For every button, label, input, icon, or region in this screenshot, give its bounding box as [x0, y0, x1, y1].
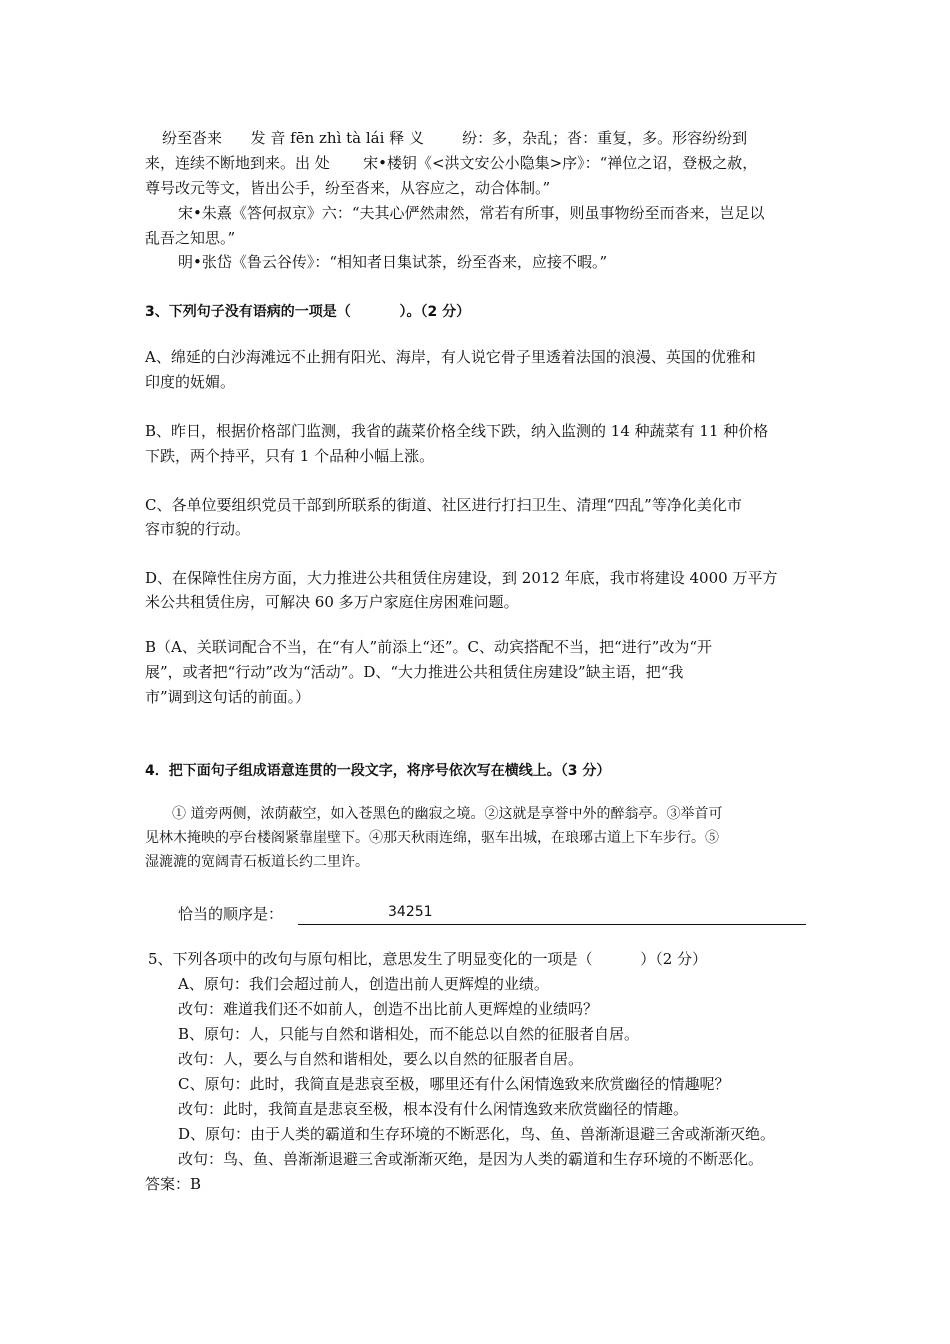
q3-answer-line-1: B（A、关联词配合不当，在“有人”前添上“还”。C、动宾搭配不当，把“进行”改为“开 [145, 638, 713, 656]
q3-answer-line-2: 展”，或者把“行动”改为“活动”。D、“大力推进公共租赁住房建设”缺主语，把“我 [145, 663, 684, 681]
q4-passage-line-1: ① 道旁两侧，浓荫蔽空，如入苍黑色的幽寂之境。②这就是享誉中外的醉翁亭。③举首可 [172, 806, 723, 822]
idiom-line-5: 乱吾之知思。” [145, 229, 236, 247]
q3-option-b-line-1: B、昨日，根据价格部门监测，我省的蔬菜价格全线下跌，纳入监测的 14 种蔬菜有 11 种价格 [145, 422, 769, 440]
q3-answer-line-3: 市”调到这句话的前面。） [145, 688, 311, 706]
q5-answer: 答案：B [145, 1175, 202, 1193]
q5-option-d-revised: 改句：鸟、鱼、兽渐渐退避三舍或渐渐灭绝，是因为人类的霸道和生存环境的不断恶化。 [178, 1150, 764, 1168]
q3-option-d-line-1: D、在保障性住房方面，大力推进公共租赁住房建设，到 2012 年底，我市将建设 4000 万平方 [145, 569, 778, 587]
q3-option-c-line-2: 容市貌的行动。 [145, 520, 251, 538]
q5-option-a-original: A、原句：我们会超过前人，创造出前人更辉煌的业绩。 [178, 975, 549, 993]
q4-title: 4．把下面句子组成语意连贯的一段文字，将序号依次写在横线上。（3 分） [145, 763, 611, 779]
q3-option-d-line-2: 米公共租赁住房，可解决 60 多万户家庭住房困难问题。 [145, 593, 519, 611]
q5-option-c-original: C、原句：此时，我简直是悲哀至极，哪里还有什么闲情逸致来欣赏幽径的情趣呢？ [178, 1075, 730, 1093]
q5-option-d-original: D、原句：由于人类的霸道和生存环境的不断恶化，鸟、鱼、兽渐渐退避三舍或渐渐灭绝。 [178, 1125, 776, 1143]
q3-option-c-line-1: C、各单位要组织党员干部到所联系的街道、社区进行打扫卫生、清理“四乱”等净化美化市 [145, 496, 742, 514]
idiom-line-6: 明•张岱《鲁云谷传》：“相知者日集试茶，纷至沓来，应接不暇。” [178, 253, 608, 271]
q3-option-b-line-2: 下跌，两个持平，只有 1 个品种小幅上涨。 [145, 447, 435, 465]
q5-option-c-revised: 改句：此时，我简直是悲哀至极，根本没有什么闲情逸致来欣赏幽径的情趣。 [178, 1100, 689, 1118]
q4-passage-line-2: 见林木掩映的亭台楼阁紧靠崖壁下。④那天秋雨连绵，驱车出城，在琅琊古道上下车步行。⑤ [145, 830, 719, 846]
q4-answer-blank [298, 904, 806, 925]
q4-order-label: 恰当的顺序是： [178, 905, 284, 923]
q5-option-b-original: B、原句：人，只能与自然和谐相处，而不能总以自然的征服者自居。 [178, 1025, 640, 1043]
q5-title: 5、下列各项中的改句与原句相比，意思发生了明显变化的一项是（ ）（2 分） [148, 950, 708, 968]
q5-option-a-revised: 改句：难道我们还不如前人，创造不出比前人更辉煌的业绩吗？ [178, 1000, 599, 1018]
q3-title: 3、下列句子没有语病的一项是（ ）。（2 分） [145, 304, 471, 320]
q3-option-a-line-1: A、绵延的白沙海滩远不止拥有阳光、海岸，有人说它骨子里透着法国的浪漫、英国的优雅和 [145, 348, 756, 366]
idiom-line-2: 来，连续不断地到来。出 处 宋•楼钥《<洪文安公小隐集>序》：“禅位之诏，登极之赦， [145, 154, 758, 172]
q3-option-a-line-2: 印度的妩媚。 [145, 373, 236, 391]
idiom-line-3: 尊号改元等文，皆出公手，纷至沓来，从容应之，动合体制。” [145, 179, 551, 197]
idiom-line-4: 宋•朱熹《答何叔京》六：“夫其心俨然肃然，常若有所事，则虽事物纷至而沓来，岂足以 [178, 204, 765, 222]
q4-passage-line-3: 湿漉漉的宽阔青石板道长约二里许。 [145, 854, 369, 870]
q5-option-b-revised: 改句：人，要么与自然和谐相处，要么以自然的征服者自居。 [178, 1050, 584, 1068]
idiom-line-1: 纷至沓来 发 音 fēn zhì tà lái 释 义 纷：多，杂乱；沓：重复，多。形容纷纷到 [162, 129, 748, 147]
q4-order-value: 34251 [388, 904, 433, 920]
